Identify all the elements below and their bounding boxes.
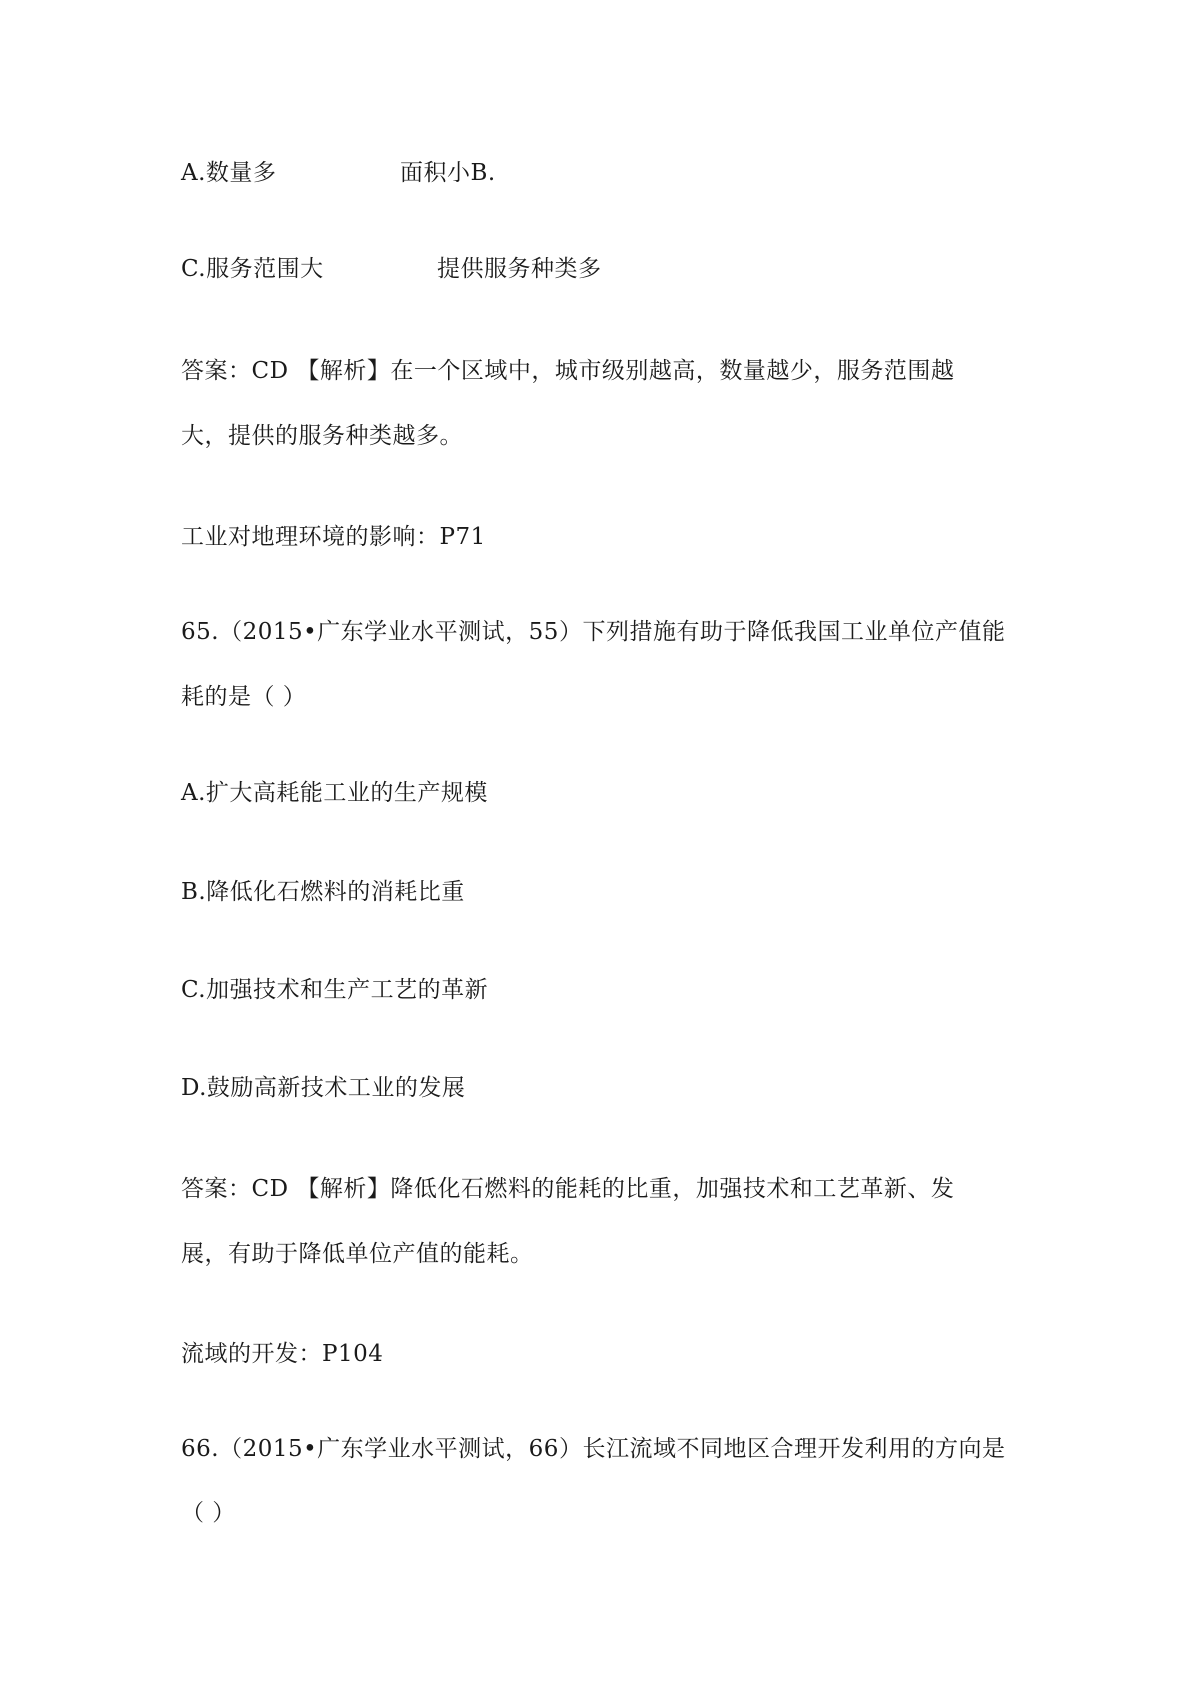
section-heading-industry: 工业对地理环境的影响：P71 [181,524,486,550]
q65-option-c: C.加强技术和生产工艺的革新 [181,977,489,1003]
q65-answer-line1: 答案：CD 【解析】降低化石燃料的能耗的比重，加强技术和工艺革新、发 [181,1176,955,1202]
q66-stem-line2: （ ） [181,1500,236,1526]
q65-option-d: D.鼓励高新技术工业的发展 [181,1075,466,1101]
q64-answer-line2: 大，提供的服务种类越多。 [181,423,463,449]
q65-answer-line2: 展，有助于降低单位产值的能耗。 [181,1241,534,1267]
q64-option-a: A.数量多 [181,160,277,186]
q66-stem-line1: 66.（2015•广东学业水平测试，66）长江流域不同地区合理开发利用的方向是 [181,1436,1006,1462]
q64-option-d: 提供服务种类多 [437,256,602,282]
section-heading-basin: 流域的开发：P104 [181,1341,384,1367]
q65-stem-line1: 65.（2015•广东学业水平测试，55）下列措施有助于降低我国工业单位产值能 [181,619,1006,645]
q64-option-c: C.服务范围大 [181,256,324,282]
q64-option-b: 面积小B. [400,160,496,186]
q65-stem-line2: 耗的是（ ） [181,684,307,710]
q65-option-b: B.降低化石燃料的消耗比重 [181,879,465,905]
q64-answer-line1: 答案：CD 【解析】在一个区域中，城市级别越高，数量越少，服务范围越 [181,358,955,384]
q65-option-a: A.扩大高耗能工业的生产规模 [181,780,488,806]
